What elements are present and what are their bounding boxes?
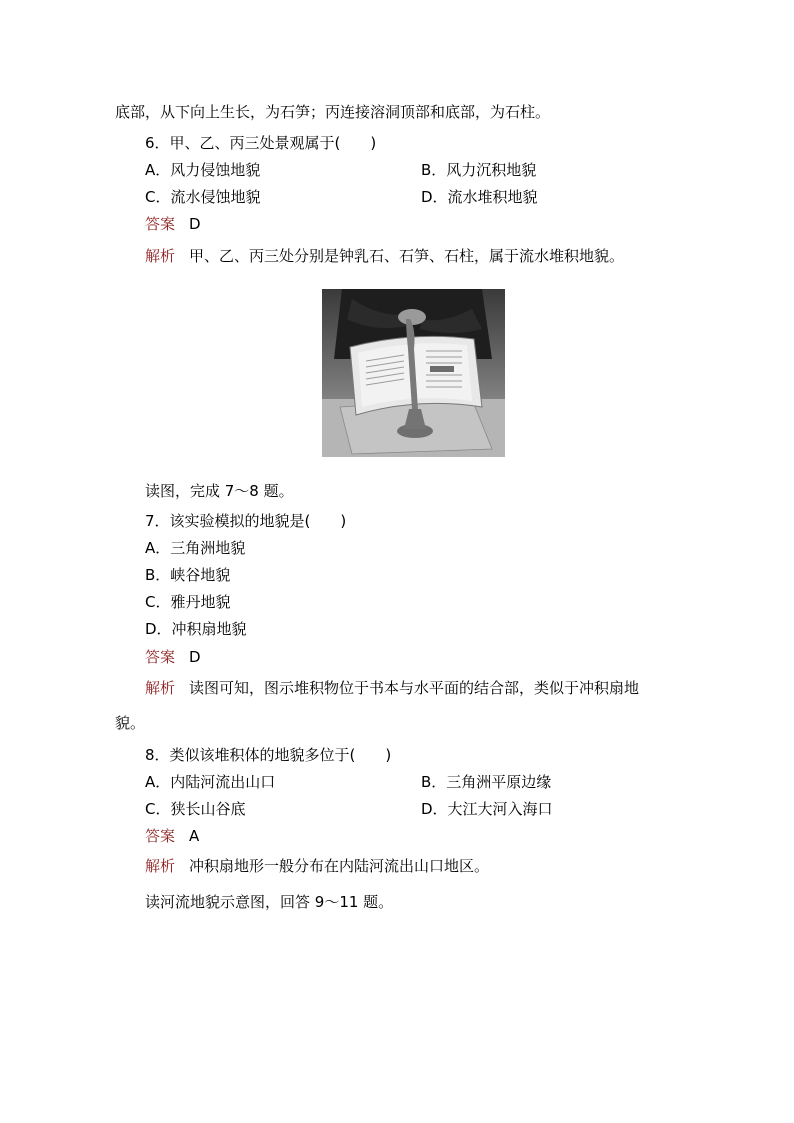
q6-option-c: C．流水侵蚀地貌 bbox=[145, 188, 261, 206]
q6-option-a: A．风力侵蚀地貌 bbox=[145, 161, 261, 179]
q7-answer: D bbox=[189, 648, 201, 666]
q8-option-d: D．大江大河入海口 bbox=[421, 800, 553, 818]
answer-label: 答案 bbox=[145, 827, 176, 845]
experiment-photo-image bbox=[322, 289, 505, 457]
q7-analysis-row bbox=[145, 678, 639, 698]
q6-option-d: D．流水堆积地貌 bbox=[421, 188, 538, 206]
q8-option-b: B．三角洲平原边缘 bbox=[421, 773, 552, 791]
analysis-label: 解析 bbox=[145, 857, 176, 875]
experiment-photo bbox=[322, 289, 505, 457]
q7-option-c: C．雅丹地貌 bbox=[145, 593, 231, 611]
figure-instruction: 读图，完成 7～8 题。 bbox=[145, 482, 294, 500]
q6-answer-row bbox=[145, 214, 201, 234]
q7-option-b: B．峡谷地貌 bbox=[145, 566, 231, 584]
answer-label: 答案 bbox=[145, 648, 176, 666]
answer-label: 答案 bbox=[145, 215, 176, 233]
q8-answer: A bbox=[189, 827, 200, 845]
final-instruction: 读河流地貌示意图，回答 9～11 题。 bbox=[145, 893, 394, 911]
q6-option-b: B．风力沉积地貌 bbox=[421, 161, 537, 179]
q6-answer: D bbox=[189, 215, 201, 233]
q6-analysis-row bbox=[145, 246, 624, 266]
q7-stem: 7．该实验模拟的地貌是( ) bbox=[145, 512, 347, 530]
intro-text: 底部，从下向上生长，为石笋；丙连接溶洞顶部和底部，为石柱。 bbox=[115, 103, 551, 121]
q6-stem: 6．甲、乙、丙三处景观属于( ) bbox=[145, 134, 377, 152]
q8-stem: 8．类似该堆积体的地貌多位于( ) bbox=[145, 746, 392, 764]
q8-analysis-row bbox=[145, 856, 489, 876]
q8-option-a: A．内陆河流出山口 bbox=[145, 773, 276, 791]
q7-option-a: A．三角洲地貌 bbox=[145, 539, 246, 557]
analysis-label: 解析 bbox=[145, 679, 176, 697]
q7-option-d: D．冲积扇地貌 bbox=[145, 620, 247, 638]
q8-option-c: C．狭长山谷底 bbox=[145, 800, 246, 818]
q7-analysis-line2: 貌。 bbox=[115, 714, 146, 732]
q8-analysis: 冲积扇地形一般分布在内陆河流出山口地区。 bbox=[189, 857, 490, 875]
q8-answer-row bbox=[145, 826, 199, 846]
q7-analysis-line1: 读图可知，图示堆积物位于书本与水平面的结合部，类似于冲积扇地 bbox=[189, 679, 640, 697]
analysis-label: 解析 bbox=[145, 247, 176, 265]
q7-answer-row bbox=[145, 647, 201, 667]
q6-analysis: 甲、乙、丙三处分别是钟乳石、石笋、石柱，属于流水堆积地貌。 bbox=[189, 247, 625, 265]
